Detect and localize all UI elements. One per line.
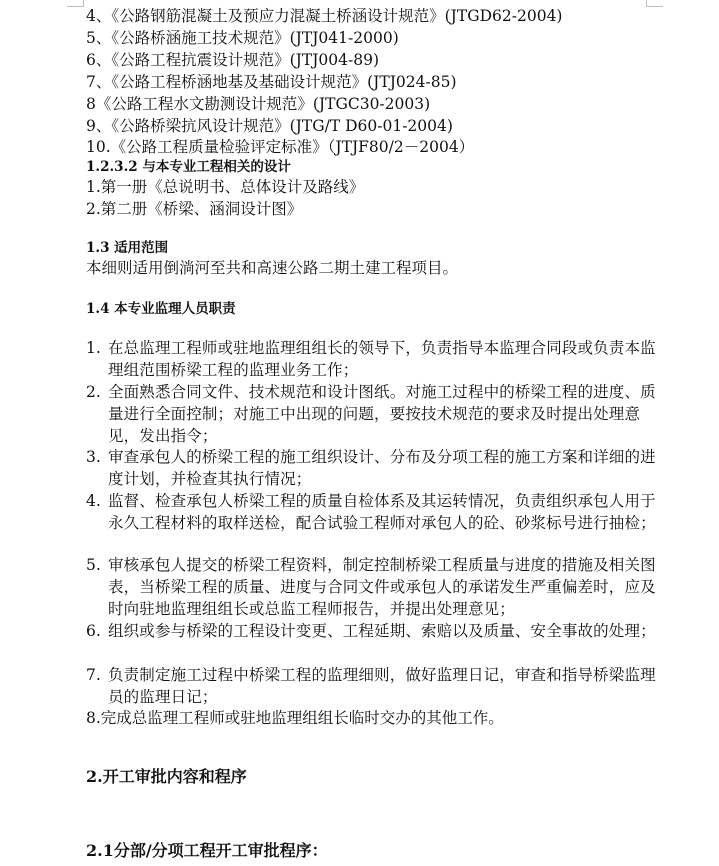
standard-item-6: 6、《公路工程抗震设计规范》(JTJ004-89) xyxy=(86,51,380,69)
duty-text: 全面熟悉合同文件、技术规范和设计图纸。对施工过程中的桥梁工程的进度、质量进行全面控制；对施工中出现的问题，要按技术规范的要求及时提出处理意见，发出指令； xyxy=(108,383,656,445)
duty-number: 5. xyxy=(86,556,101,574)
standard-item-5: 5、《公路桥涵施工技术规范》(JTJ041-2000) xyxy=(86,29,399,47)
duty-number: 1. xyxy=(86,339,101,357)
duty-text: 在总监理工程师或驻地监理组组长的领导下，负责指导本监理合同段或负责本监理组范围桥梁工程的监理业务工作； xyxy=(108,339,656,379)
duty-item-3 xyxy=(86,446,661,490)
duty-number: 3. xyxy=(86,448,101,466)
duty-text: 审核承包人提交的桥梁工程资料，制定控制桥梁工程质量与进度的措施及相关图表，当桥梁工程的质量、进度与合同文件或承包人的承诺发生严重偏差时，应及时向驻地监理组组长或总监工程师报告，并提出处理意见； xyxy=(108,556,656,618)
duty-number: 6. xyxy=(86,622,101,640)
heading-2: 2.开工审批内容和程序 xyxy=(86,767,247,786)
standard-item-9: 9、《公路桥梁抗风设计规范》(JTG/T D60-01-2004) xyxy=(86,117,453,135)
duty-item-2 xyxy=(86,381,661,447)
duty-number: 7. xyxy=(86,666,101,684)
duty-text: 负责制定施工过程中桥梁工程的监理细则，做好监理日记，审查和指导桥梁监理员的监理日记； xyxy=(108,666,656,706)
heading-1-4: 1.4 本专业监理人员职责 xyxy=(86,301,236,317)
standard-item-7: 7、《公路工程桥涵地基及基础设计规范》(JTJ024-85) xyxy=(86,73,457,91)
page-corner-mark-left xyxy=(67,0,84,7)
scope-text: 本细则适用倒淌河至共和高速公路二期土建工程项目。 xyxy=(86,259,459,277)
duty-item-7 xyxy=(86,664,661,708)
duty-text: 监督、检查承包人桥梁工程的质量自检体系及其运转情况，负责组织承包人用于永久工程材料的取样送检，配合试验工程师对承包人的砼、砂浆标号进行抽检； xyxy=(108,492,656,532)
heading-2-1: 2.1分部/分项工程开工审批程序： xyxy=(86,841,328,860)
page-corner-mark-right xyxy=(646,0,663,7)
design-item-2: 2.第二册《桥梁、涵洞设计图》 xyxy=(86,200,303,218)
duty-item-8: 8.完成总监理工程师或驻地监理组组长临时交办的其他工作。 xyxy=(86,709,504,727)
duty-item-1 xyxy=(86,337,661,381)
standard-item-10: 10.《公路工程质量检验评定标准》（JTJF80/2－2004） xyxy=(86,138,475,156)
duty-number: 2. xyxy=(86,383,101,401)
duty-item-5 xyxy=(86,554,661,620)
duty-text: 组织或参与桥梁的工程设计变更、工程延期、索赔以及质量、安全事故的处理； xyxy=(108,622,656,640)
duty-number: 4. xyxy=(86,492,101,510)
duty-text: 审查承包人的桥梁工程的施工组织设计、分布及分项工程的施工方案和详细的进度计划，并检查其执行情况； xyxy=(108,448,656,488)
heading-1-3: 1.3 适用范围 xyxy=(86,240,169,256)
duty-item-4 xyxy=(86,490,661,534)
standard-item-4: 4、《公路钢筋混凝土及预应力混凝土桥涵设计规范》(JTGD62-2004) xyxy=(86,7,563,25)
heading-1-2-3-2: 1.2.3.2 与本专业工程相关的设计 xyxy=(86,159,291,175)
standard-item-8: 8《公路工程水文勘测设计规范》(JTGC30-2003) xyxy=(86,95,431,113)
design-item-1: 1.第一册《总说明书、总体设计及路线》 xyxy=(86,178,365,196)
duty-item-6 xyxy=(86,620,661,642)
